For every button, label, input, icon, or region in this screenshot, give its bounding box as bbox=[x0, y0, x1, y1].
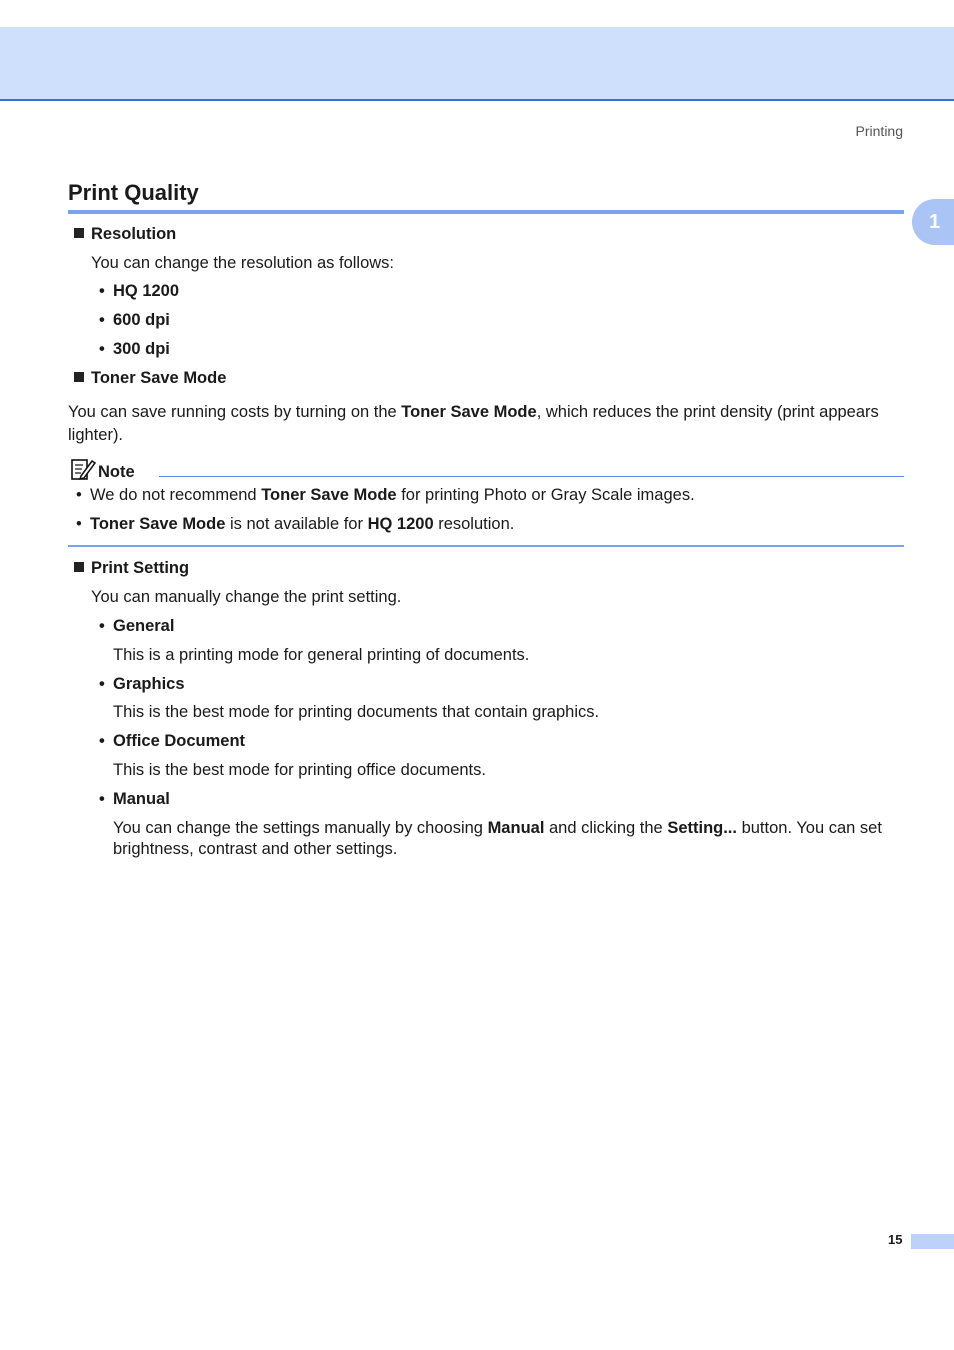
square-bullet-icon bbox=[74, 562, 84, 572]
bullet-icon: • bbox=[99, 675, 105, 693]
print-setting-intro: You can manually change the print setting. bbox=[91, 588, 402, 606]
resolution-intro: You can change the resolution as follows: bbox=[91, 254, 395, 272]
page-number: 15 bbox=[888, 1232, 903, 1247]
note-heading: Note bbox=[70, 456, 135, 482]
list-item: • 300 dpi bbox=[99, 340, 170, 358]
bullet-icon: • bbox=[99, 732, 105, 750]
note-bottom-rule bbox=[68, 545, 904, 547]
bullet-icon: • bbox=[76, 515, 82, 533]
running-header: Printing bbox=[855, 123, 903, 139]
note-item: • Toner Save Mode is not available for HQ 1200 resolution. bbox=[76, 515, 515, 533]
toner-heading: Toner Save Mode bbox=[74, 369, 226, 388]
list-item: • Manual bbox=[99, 790, 170, 808]
toner-paragraph: You can save running costs by turning on the Toner Save Mode, which reduces the print density (print appears lighter). bbox=[68, 403, 879, 444]
note-item: • We do not recommend Toner Save Mode for printing Photo or Gray Scale images. bbox=[76, 486, 695, 504]
page-title: Print Quality bbox=[68, 180, 199, 205]
list-item: • General bbox=[99, 617, 175, 635]
list-item: • Graphics bbox=[99, 675, 185, 693]
list-item: • 600 dpi bbox=[99, 311, 170, 329]
list-item: • Office Document bbox=[99, 732, 246, 750]
list-item: • HQ 1200 bbox=[99, 282, 180, 300]
bullet-icon: • bbox=[99, 340, 105, 358]
bullet-icon: • bbox=[99, 311, 105, 329]
bullet-icon: • bbox=[76, 486, 82, 504]
mode-description: This is a printing mode for general printing of documents. bbox=[113, 646, 530, 664]
manual-description: You can change the settings manually by choosing Manual and clicking the Setting... button. You can set brightness, contrast and other settings. bbox=[113, 819, 882, 858]
bullet-icon: • bbox=[99, 790, 105, 808]
note-top-rule bbox=[159, 476, 904, 477]
square-bullet-icon bbox=[74, 228, 84, 238]
note-pencil-icon bbox=[70, 456, 96, 482]
square-bullet-icon bbox=[74, 372, 84, 382]
bullet-icon: • bbox=[99, 282, 105, 300]
resolution-heading: Resolution bbox=[74, 225, 176, 244]
print-setting-heading: Print Setting bbox=[74, 559, 189, 578]
chapter-tab: 1 bbox=[912, 199, 954, 245]
mode-description: This is the best mode for printing office documents. bbox=[113, 761, 486, 779]
page-tab bbox=[911, 1234, 954, 1249]
header-band bbox=[0, 27, 954, 101]
mode-description: This is the best mode for printing documents that contain graphics. bbox=[113, 703, 600, 721]
bullet-icon: • bbox=[99, 617, 105, 635]
title-underline bbox=[68, 210, 904, 214]
